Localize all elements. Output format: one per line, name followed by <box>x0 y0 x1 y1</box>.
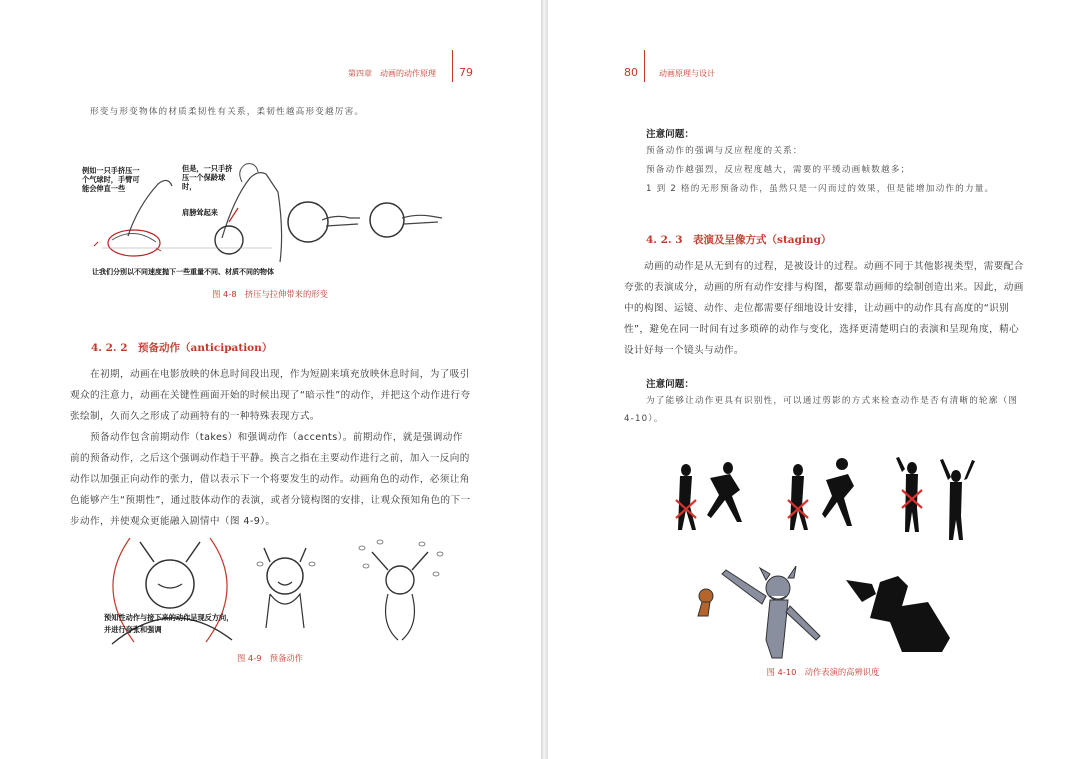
anticipation-paragraph-1: 在初期，动画在电影放映的休息时间段出现，作为短剧来填充放映休息时间，为了吸引观众的注意力，动画在关键性画面开始的时候出现了“暗示性”的动作，并把这个动作进行夸张绘制，久而久之形成了动画特有的一种特殊表现方式。 <box>70 369 471 422</box>
note1-line-3: 1 到 2 格的无形预备动作，虽然只是一闪而过的效果，但是能增加动作的力量。 <box>646 184 995 194</box>
note2-text: 为了能够让动作更具有识别性，可以通过剪影的方式来检查动作是否有清晰的轮廓（图 4-10）。 <box>624 396 1019 424</box>
chapter-header: 第四章 动画的动作原理 <box>348 69 436 78</box>
figure-4-10 <box>666 456 976 660</box>
fig48-note-shoulder: 肩膀耸起来 <box>182 208 218 217</box>
header-rule <box>452 50 453 82</box>
fig48-note-balloon: 例如一只手挤压一个气球时，手臂可能会伸直一些 <box>82 166 140 193</box>
figure-4-9 <box>100 534 480 646</box>
fig49-note: 预知性动作与接下来的动作呈现反方向，并进行夸张和强调 <box>104 613 234 634</box>
fig48-note-bowling: 但是，一只手挤压一个保龄球时， <box>182 164 233 191</box>
fig48-bottom-note: 让我们分别以不同速度抛下一些重量不同、材质不同的物体 <box>92 268 274 276</box>
page-number-left: 79 <box>459 66 473 79</box>
silhouette-illustration <box>666 456 976 660</box>
figure-4-8 <box>82 160 462 282</box>
note1-line-2: 预备动作越强烈，反应程度越大，需要的平缓动画帧数越多； <box>646 165 911 175</box>
book-title-header: 动画原理与设计 <box>659 69 715 78</box>
note1-line-1: 预备动作的强调与反应程度的关系： <box>646 146 803 156</box>
note-title-1: 注意问题： <box>646 129 694 140</box>
right-page <box>548 0 1081 759</box>
page-number-right: 80 <box>624 66 638 79</box>
figure-4-8-caption: 图 4-8 挤压与拉伸带来的形变 <box>212 289 328 299</box>
note-title-2: 注意问题： <box>646 379 694 390</box>
anticipation-paragraph-2: 预备动作包含前期动作（takes）和强调动作（accents）。前期动作，就是强调动作前的预备动作，之后这个强调动作趋于平静。换言之指在主要动作进行之前，加入一反向的动作以加强正向动作的张力，借以表示下一个将要发生的动作。动画角色的动作，必须让角色能够产生“预期性”，通过肢体动作的表演，或者分镜构图的安排，让观众预知角色的下一步动作，并使观众更能融入剧情中（图 4-9）。 <box>70 432 471 527</box>
header-rule-right <box>644 50 645 82</box>
book-gutter <box>541 0 548 759</box>
figure-4-10-caption: 图 4-10 动作表演的高辨识度 <box>766 667 880 677</box>
section-heading-4-2-2: 4. 2. 2 预备动作（anticipation） <box>91 342 273 354</box>
intro-line: 形变与形变物体的材质柔韧性有关系，柔韧性越高形变越厉害。 <box>90 107 365 117</box>
figure-4-9-caption: 图 4-9 预备动作 <box>237 653 303 663</box>
section-heading-4-2-3: 4. 2. 3 表演及呈像方式（staging） <box>646 234 832 246</box>
staging-paragraph: 动画的动作是从无到有的过程，是被设计的过程。动画不同于其他影视类型，需要配合夸张的表演成分，动画的所有动作安排与构图，都要靠动画师的绘制创造出来。因此，动画中的构图、运镜、动作、走位都需要仔细地设计安排，让动画中的动作具有高度的“识别性”，避免在同一时间有过多琐碎的动作与变化，选择更清楚明白的表演和呈现角度，精心设计好每一个镜头与动作。 <box>624 261 1024 356</box>
